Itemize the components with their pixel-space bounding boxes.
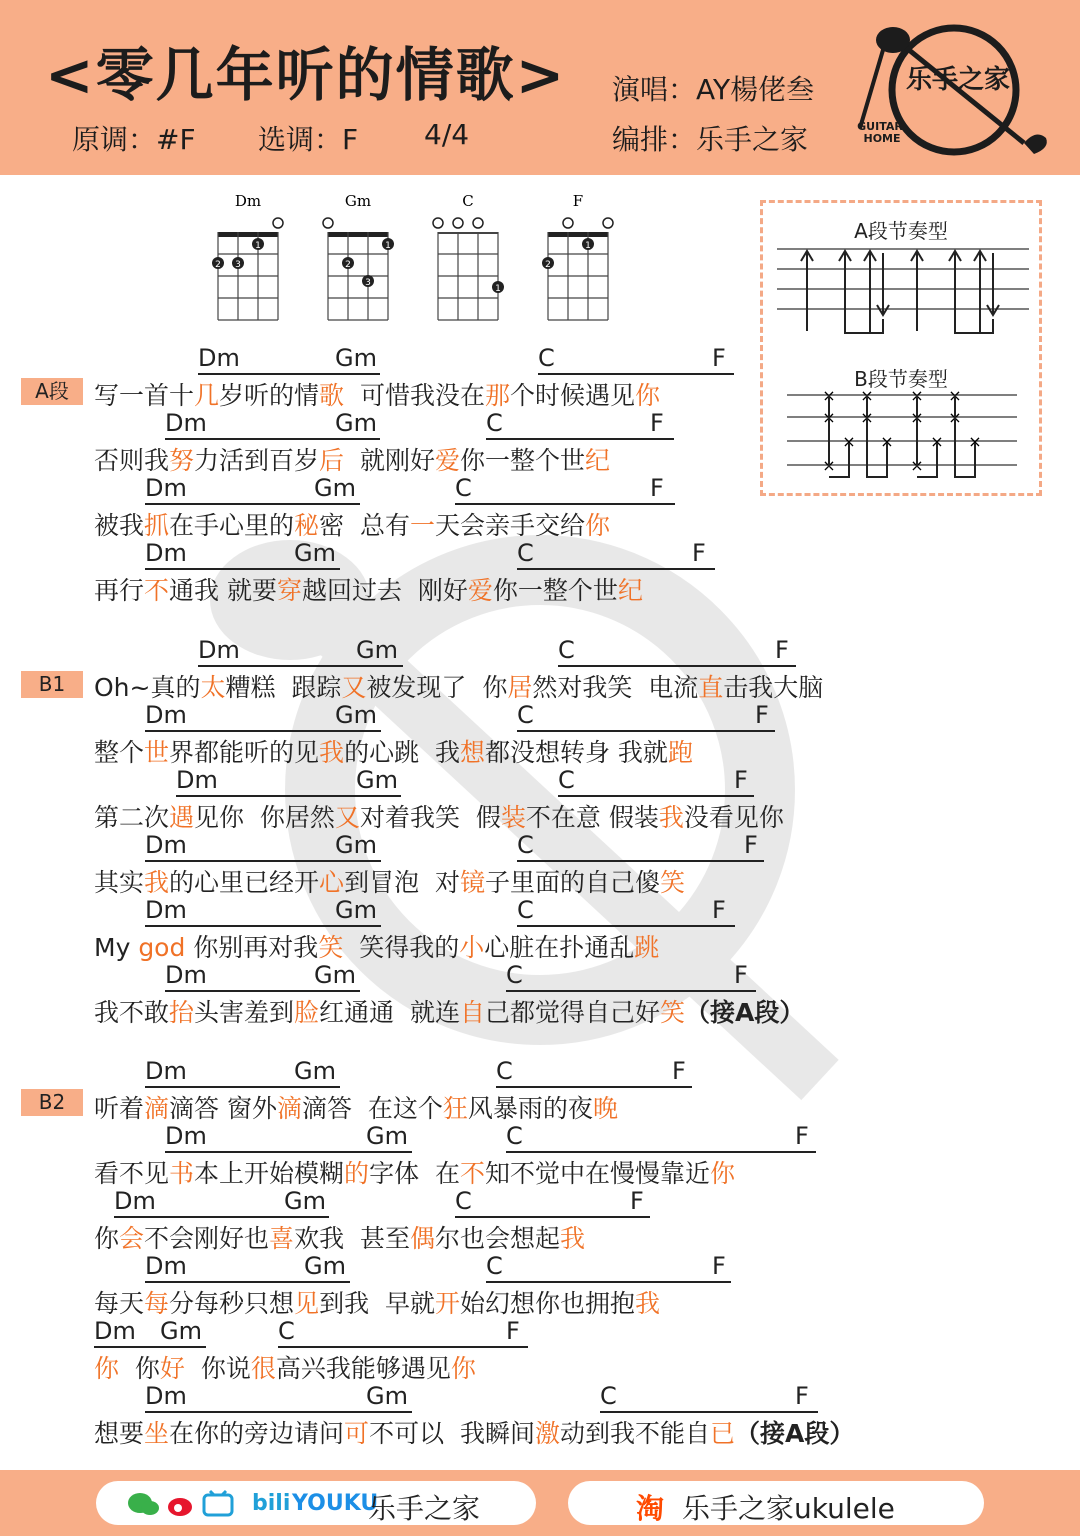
svg-text:×: × — [842, 432, 856, 451]
lyric-line: 你 你好 你说很高兴我能够遇见你 — [94, 1354, 476, 1383]
lyric-line: 看不见书本上开始模糊的字体 在不知不觉中在慢慢靠近你 — [94, 1159, 736, 1188]
lyric-line: 再行不通我 就要穿越回过去 刚好爱你一整个世纪 — [94, 576, 643, 605]
chord-line: Dm Gm C F — [0, 896, 1000, 930]
svg-text:Gm: Gm — [344, 192, 372, 210]
chord-line: Dm Gm C F — [0, 1187, 1000, 1221]
chord-c-diagram — [433, 192, 504, 320]
guitar-home-logo — [848, 18, 1058, 168]
chord-line: Dm Gm C F — [0, 766, 1000, 800]
chord-line: Dm Gm C F — [0, 961, 1000, 995]
chord-diagrams — [200, 188, 640, 328]
a-rhythm-pattern — [777, 243, 1029, 339]
a-rhythm-title: A段节奏型 — [854, 219, 948, 243]
chord-line: Dm Gm C F — [0, 474, 1000, 508]
svg-text:1: 1 — [255, 241, 261, 251]
logo-text: 乐手之家 — [905, 65, 1011, 95]
lyric-line: 整个世界都能听的见我的心跳 我想都没想转身 我就跑 — [94, 738, 693, 767]
song-title: <零几年听的情歌> — [45, 41, 567, 109]
b-rhythm-title: B段节奏型 — [854, 367, 948, 391]
chord-line — [0, 344, 1000, 378]
chord-line: Dm Gm C F — [0, 1122, 1000, 1156]
svg-text:×: × — [822, 408, 836, 427]
chord-f-diagram — [542, 192, 613, 320]
chord-line: Dm Gm C F — [0, 701, 1000, 735]
svg-text:1: 1 — [385, 241, 391, 251]
svg-text:×: × — [910, 408, 924, 427]
svg-text:×: × — [860, 408, 874, 427]
section-tag-a: A段 — [21, 378, 83, 405]
bilibili-text: bili — [252, 1491, 291, 1516]
svg-text:Dm: Dm — [234, 192, 262, 210]
bilibili-tv-icon — [204, 1491, 232, 1515]
header — [0, 0, 1080, 175]
lyric-line: 你会不会刚好也喜欢我 甚至偶尔也会想起我 — [94, 1224, 586, 1253]
lyric-line: 其实我的心里已经开心到冒泡 对镜子里面的自己傻笑 — [94, 868, 686, 897]
footer-left-text: 乐手之家 — [368, 1492, 481, 1525]
taobao-icon: 淘 — [636, 1492, 665, 1525]
time-signature: 4/4 — [424, 118, 470, 151]
section-tag-b2: B2 — [21, 1089, 83, 1116]
svg-text:1: 1 — [585, 241, 591, 251]
taobao-store-pill[interactable] — [568, 1481, 984, 1525]
svg-text:×: × — [822, 456, 836, 475]
chord-line: Dm Gm C F — [0, 539, 1000, 573]
lyric-line: 被我抓在手心里的秘密 总有一天会亲手交给你 — [94, 511, 611, 540]
youku-text: YOUKU — [292, 1491, 379, 1516]
chord-line: Dm Gm C F — [0, 1317, 1000, 1351]
singer: 演唱：AY楊佬叁 — [612, 73, 815, 106]
svg-text:2: 2 — [345, 260, 351, 270]
chord-label: C — [538, 344, 555, 372]
chord-line: Dm Gm C F — [0, 1057, 1000, 1091]
lyric-line: 我不敢抬头害羞到脸红通通 就连自己都觉得自己好笑（接A段） — [94, 998, 805, 1027]
svg-text:×: × — [860, 387, 874, 405]
svg-text:×: × — [948, 408, 962, 427]
lyric-line: Oh~真的太糟糕 跟踪又被发现了 你居然对我笑 电流直击我大脑 — [94, 673, 824, 702]
svg-text:×: × — [910, 456, 924, 475]
svg-text:2: 2 — [545, 260, 551, 270]
original-key: 原调：#F — [72, 123, 196, 156]
chord-line: Dm Gm C F — [0, 1252, 1000, 1286]
lyric-line: 听着滴滴答 窗外滴滴答 在这个狂风暴雨的夜晚 — [94, 1094, 618, 1123]
lyric-line: 否则我努力活到百岁后 就刚好爱你一整个世纪 — [94, 446, 611, 475]
svg-text:×: × — [880, 432, 894, 451]
svg-text:GUITAR: GUITAR — [857, 120, 903, 133]
footer — [0, 1470, 1080, 1536]
repeat-note: （接A段） — [685, 998, 805, 1027]
lyric-line: 想要坐在你的旁边请问可不可以 我瞬间激动到我不能自已（接A段） — [94, 1419, 855, 1448]
chord-line: Dm Gm C F — [0, 409, 1000, 443]
chosen-key: 选调：F — [258, 123, 359, 156]
svg-text:F: F — [572, 192, 584, 210]
lyric-line: 写一首十几岁听的情歌 可惜我没在那个时候遇见你 — [94, 381, 661, 410]
social-icons — [126, 1489, 246, 1519]
svg-text:×: × — [910, 387, 924, 405]
lyric-line: My god 你别再对我笑 笑得我的小心脏在扑通乱跳 — [94, 933, 660, 962]
chord-line: Dm Gm C F — [0, 1382, 1000, 1416]
svg-text:×: × — [822, 387, 836, 405]
wechat-icon — [128, 1493, 159, 1515]
svg-text:×: × — [930, 432, 944, 451]
svg-text:2: 2 — [215, 260, 221, 270]
svg-text:HOME: HOME — [863, 132, 901, 145]
chord-label: Dm — [198, 344, 240, 372]
footer-right-text: 乐手之家ukulele — [682, 1492, 895, 1525]
lyric-line: 每天每分每秒只想见到我 早就开始幻想你也拥抱我 — [94, 1289, 661, 1318]
section-tag-b1: B1 — [21, 671, 83, 698]
weibo-icon — [168, 1498, 192, 1516]
chord-dm-diagram — [212, 192, 283, 320]
chord-line: Dm Gm C F — [0, 636, 1000, 670]
svg-text:3: 3 — [365, 278, 371, 288]
svg-text:1: 1 — [495, 284, 501, 294]
chord-line: Dm Gm C F — [0, 831, 1000, 865]
chord-label: Gm — [335, 344, 377, 372]
repeat-note: （接A段） — [735, 1419, 855, 1448]
lyric-line: 第二次遇见你 你居然又对着我笑 假装不在意 假装我没看见你 — [94, 803, 784, 832]
chord-gm-diagram — [323, 192, 394, 320]
svg-text:C: C — [462, 192, 474, 210]
svg-text:×: × — [948, 387, 962, 405]
svg-text:3: 3 — [235, 260, 241, 270]
svg-text:×: × — [968, 432, 982, 451]
social-links-pill[interactable] — [96, 1481, 536, 1525]
arranger: 编排：乐手之家 — [612, 123, 809, 156]
chord-label: F — [712, 344, 726, 372]
